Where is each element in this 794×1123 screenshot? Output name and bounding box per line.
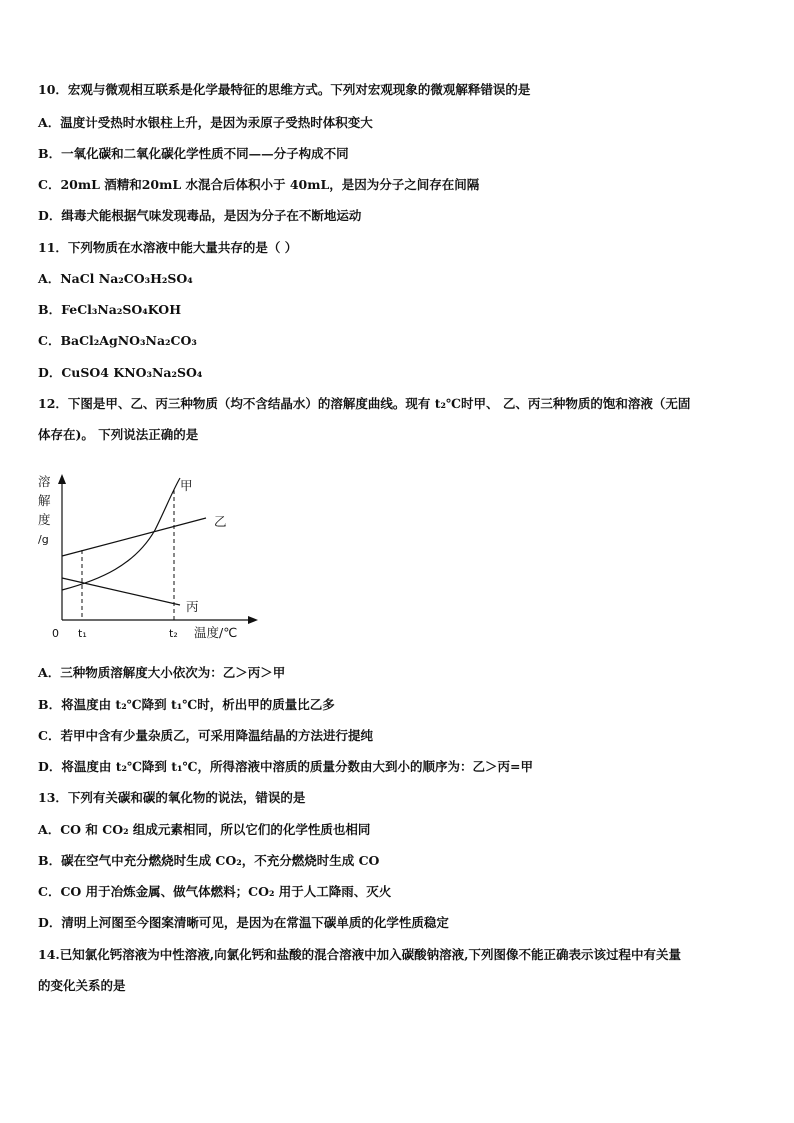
series-yi-line [62, 518, 206, 556]
solubility-chart [30, 470, 280, 645]
q11-option-b: B．FeCl₃Na₂SO₄KOH [38, 302, 181, 317]
xlabel: 温度/℃ [194, 625, 238, 640]
q13-stem: 13．下列有关碳和碳的氧化物的说法，错误的是 [38, 790, 306, 805]
q11-option-c: C．BaCl₂AgNO₃Na₂CO₃ [38, 333, 197, 348]
ylabel-char-3: 度 [38, 512, 51, 527]
q13-option-a: A．CO 和 CO₂ 组成元素相同，所以它们的化学性质也相同 [38, 822, 371, 837]
q11-option-d: D．CuSO4 KNO₃Na₂SO₄ [38, 365, 203, 380]
q12-option-d: D．将温度由 t₂℃降到 t₁℃，所得溶液中溶质的质量分数由大到小的顺序为：乙＞丙=甲 [38, 759, 533, 774]
q13-option-d: D．清明上河图至今图案清晰可见，是因为在常温下碳单质的化学性质稳定 [38, 915, 449, 930]
ylabel-char-2: 解 [38, 493, 51, 508]
x-tick-t1: t₁ [78, 627, 87, 640]
q12-option-c: C．若甲中含有少量杂质乙，可采用降温结晶的方法进行提纯 [38, 728, 373, 743]
q12-stem-line1: 12．下图是甲、乙、丙三种物质（均不含结晶水）的溶解度曲线。现有 t₂℃时甲、 乙、丙三种物质的饱和溶液（无固 [38, 396, 691, 411]
q10-option-d: D．缉毒犬能根据气味发现毒品，是因为分子在不断地运动 [38, 208, 362, 223]
ylabel-char-1: 溶 [38, 474, 51, 489]
q11-option-a: A．NaCl Na₂CO₃H₂SO₄ [38, 271, 193, 286]
q13-option-c: C．CO 用于冶炼金属、做气体燃料；CO₂ 用于人工降雨、灭火 [38, 884, 392, 899]
q14-stem-line1: 14.已知氯化钙溶液为中性溶液,向氯化钙和盐酸的混合溶液中加入碳酸钠溶液,下列图像不能正确表示该过程中有关量 [38, 947, 681, 962]
q10-option-c: C．20mL 酒精和20mL 水混合后体积小于 40mL，是因为分子之间存在间隔 [38, 177, 480, 192]
ylabel-unit: /g [38, 533, 49, 546]
x-tick-t2: t₂ [169, 627, 178, 640]
q12-option-b: B．将温度由 t₂℃降到 t₁℃时，析出甲的质量比乙多 [38, 697, 335, 712]
series-bing-line [62, 578, 180, 605]
series-label-yi: 乙 [214, 514, 227, 529]
series-jia-curve [62, 478, 180, 590]
q10-stem: 10．宏观与微观相互联系是化学最特征的思维方式。下列对宏观现象的微观解释错误的是 [38, 82, 531, 97]
q13-option-b: B．碳在空气中充分燃烧时生成 CO₂，不充分燃烧时生成 CO [38, 853, 380, 868]
q12-option-a: A．三种物质溶解度大小依次为：乙＞丙＞甲 [38, 665, 286, 680]
q10-option-a: A．温度计受热时水银柱上升，是因为汞原子受热时体积变大 [38, 115, 373, 130]
x-axis-arrow [248, 616, 258, 624]
origin-label: 0 [52, 627, 59, 640]
q12-stem-line2: 体存在)。 下列说法正确的是 [38, 427, 199, 442]
q10-option-b: B．一氧化碳和二氧化碳化学性质不同——分子构成不同 [38, 146, 349, 161]
series-label-bing: 丙 [186, 599, 199, 614]
q11-stem: 11．下列物质在水溶液中能大量共存的是（ ） [38, 240, 298, 255]
series-label-jia: 甲 [180, 478, 193, 493]
y-axis-arrow [58, 474, 66, 484]
q14-stem-line2: 的变化关系的是 [38, 978, 126, 993]
